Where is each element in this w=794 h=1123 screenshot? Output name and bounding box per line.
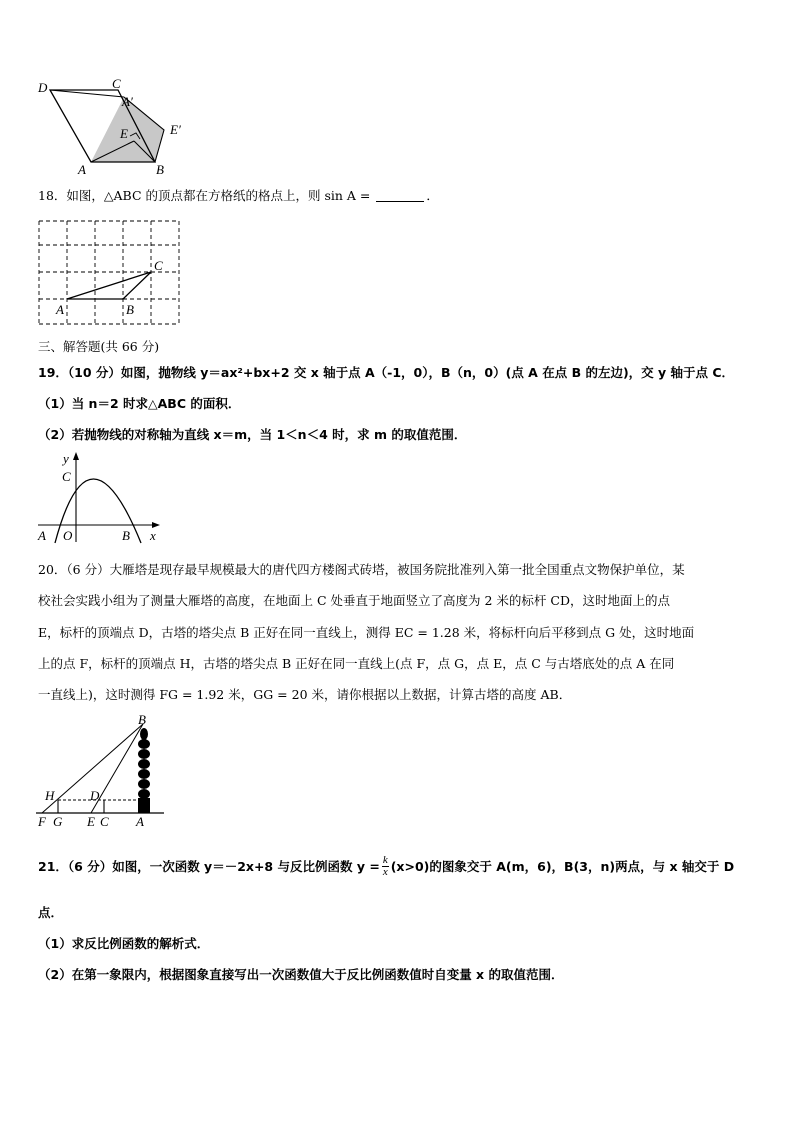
parallelogram-fold-figure	[36, 78, 196, 178]
label-D: D	[38, 80, 48, 95]
question-20-line1: 20．（6 分）大雁塔是现存最早规模最大的唐代四方楼阁式砖塔，被国务院批准列入第一批全国重点文物保护单位，某	[38, 562, 685, 577]
label-A: A	[38, 528, 46, 543]
label-B: B	[138, 712, 146, 727]
parabola-figure	[36, 450, 166, 545]
pagoda-figure	[34, 712, 174, 832]
fraction-numerator: k	[382, 854, 388, 866]
label-C: C	[154, 258, 163, 273]
label-E: E	[87, 814, 95, 829]
q21-part2: （2）在第一象限内，根据图象直接写出一次函数值大于反比例函数值时自变量 x 的取值范围．	[38, 967, 564, 982]
question-20-line2: 校社会实践小组为了测量大雁塔的高度，在地面上 C 处垂直于地面竖立了高度为 2 米的标杆 CD，这时地面上的点	[38, 593, 670, 608]
answer-blank	[376, 189, 424, 202]
q19-part1: （1）当 n＝2 时求△ABC 的面积．	[38, 396, 241, 411]
pagoda-shape	[138, 728, 150, 813]
question-19: 19．（10 分）如图，抛物线 y＝ax²+bx+2 交 x 轴于点 A（-1，0），B（n，0）(点 A 在点 B 的左边)，交 y 轴于点 C．	[38, 365, 735, 380]
q18-number: 18．	[38, 188, 67, 203]
fold-line	[50, 90, 124, 97]
label-O: O	[63, 528, 73, 543]
question-20-line4: 上的点 F，标杆的顶端点 H，古塔的塔尖点 B 正好在同一直线上(点 F，点 G，点 E，点 C 与古塔底处的点 A 在同	[38, 656, 675, 671]
label-F: F	[38, 814, 46, 829]
label-B: B	[126, 302, 134, 317]
fraction-denominator: x	[382, 866, 388, 878]
y-axis-arrow	[73, 452, 79, 460]
question-20-line5: 一直线上)，这时测得 FG = 1.92 米，GG = 20 米，请你根据以上数据，计算古塔的高度 AB．	[38, 687, 572, 702]
label-H: H	[45, 788, 55, 803]
question-18	[38, 188, 439, 204]
label-B: B	[122, 528, 130, 543]
label-A-prime: A′	[122, 94, 133, 109]
question-21	[38, 855, 734, 878]
q21-continuation: 点．	[38, 905, 64, 920]
label-B: B	[156, 162, 164, 177]
triangle-abc	[67, 272, 151, 299]
label-G: G	[53, 814, 63, 829]
label-C: C	[100, 814, 109, 829]
label-A: A	[56, 302, 64, 317]
q21-post: (x>0)的图象交于 A(m，6)，B(3，n)两点，与 x 轴交于 D	[390, 858, 735, 874]
q21-pre: 21．（6 分）如图，一次函数 y＝－2x+8 与反比例函数 y =	[38, 858, 380, 874]
q21-part1: （1）求反比例函数的解析式．	[38, 936, 210, 951]
fraction-k-over-x	[382, 855, 389, 878]
question-20-line3: E，标杆的顶端点 D，古塔的塔尖点 B 正好在同一直线上，测得 EC = 1.28 米，将标杆向后平移到点 G 处，这时地面	[38, 625, 695, 640]
label-C: C	[112, 78, 121, 91]
q18-end: ．	[426, 188, 439, 203]
label-C: C	[62, 469, 71, 484]
grid-triangle-figure	[36, 218, 186, 328]
label-D: D	[90, 788, 100, 803]
label-E-prime: E′	[170, 122, 181, 137]
label-E: E	[120, 126, 128, 141]
q18-text: 如图，△ABC 的顶点都在方格纸的格点上，则 sin A =	[66, 188, 375, 203]
q19-part2: （2）若抛物线的对称轴为直线 x＝m，当 1＜n＜4 时，求 m 的取值范围．	[38, 427, 467, 442]
section-title: 三、解答题(共 66 分)	[38, 339, 160, 354]
label-A: A	[78, 162, 86, 177]
label-x: x	[150, 528, 156, 543]
label-A: A	[136, 814, 144, 829]
label-y: y	[63, 451, 69, 466]
